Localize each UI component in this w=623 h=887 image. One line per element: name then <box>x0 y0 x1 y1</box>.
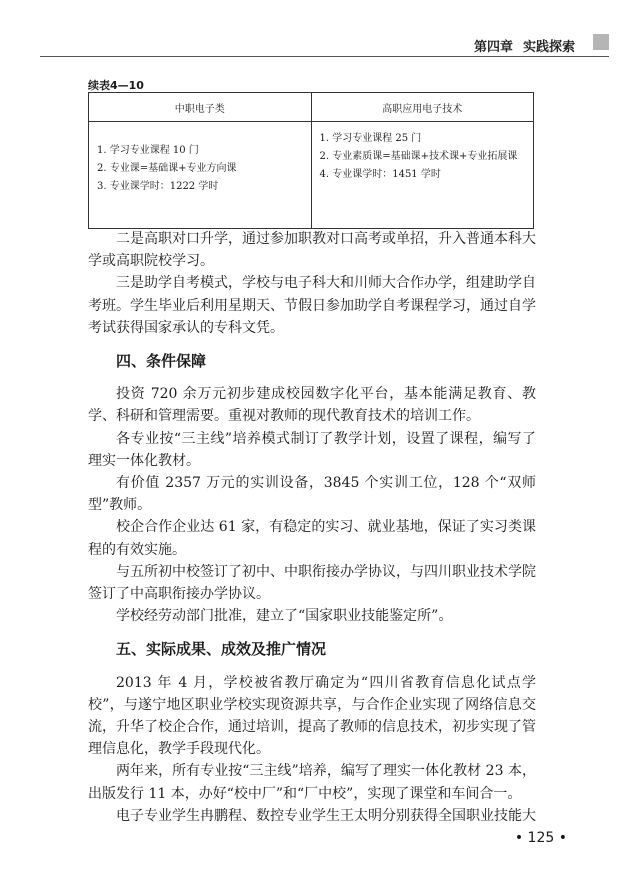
paragraph: 电子专业学生冉鹏程、数控专业学生王太明分别获得全国职业技能大 <box>116 807 536 824</box>
cell-line: 1. 学习专业课程 10 门 <box>97 145 199 156</box>
page-number: • 125 • <box>514 830 567 846</box>
paragraph: 2013 年 4 月，学校被省教厅确定为“四川省教育信息化试点学校”，与遂宁地区职业学校实现资源共享，与合作企业实现了网络信息交流，升华了校企合作，通过培训，提高了教师的信息技术，初步实现了管理信息化，教学手段现代化。 <box>88 674 536 758</box>
table-row <box>89 122 534 229</box>
header-text <box>474 36 575 55</box>
comparison-table <box>88 92 534 229</box>
header-rule <box>40 56 609 57</box>
paragraph: 二是高职对口升学，通过参加职教对口高考或单招，升入普通本科大学或高职院校学习。 <box>88 231 536 270</box>
paragraph: 两年来，所有专业按“三主线”培养，编写了理实一体化教材 23 本，出版发行 11 本，办好“校中厂”和“厂中校”，实现了课堂和车间合一。 <box>88 763 536 802</box>
cell-line: 4. 专业课学时：1451 学时 <box>319 169 441 180</box>
cell-line: 3. 专业课学时：1222 学时 <box>97 181 219 192</box>
cell-line: 1. 学习专业课程 25 门 <box>319 133 422 144</box>
section-heading: 四、条件保障 <box>116 352 207 371</box>
paragraph: 与五所初中校签订了初中、中职衔接办学协议，与四川职业技术学院签订了中高职衔接办学协议。 <box>88 563 536 603</box>
paragraph: 三是助学自考模式，学校与电子科大和川师大合作办学，组建助学自考班。学生毕业后利用星期天、节假日参加助学自考课程学习，通过自学考试获得国家承认的专科文凭。 <box>88 275 536 336</box>
paragraph: 校企合作企业达 61 家，有稳定的实习、就业基地，保证了实习类课程的有效实施。 <box>88 519 536 558</box>
table-cell-right <box>311 122 534 229</box>
table-header-row <box>89 93 534 122</box>
page-number-value: 125 <box>527 830 555 846</box>
table-caption: 续表4—10 <box>88 79 144 92</box>
paragraph: 学校经劳动部门批准，建立了“国家职业技能鉴定所”。 <box>116 608 453 625</box>
paragraph: 各专业按“三主线”培养模式制订了教学计划，设置了课程，编写了理实一体化教材。 <box>88 430 536 469</box>
paragraph: 投资 720 余万元初步建成校园数字化平台，基本能满足教育、教学、科研和管理需要。重视对教师的现代教育技术的培训工作。 <box>88 386 536 425</box>
header-decoration-square <box>593 34 609 50</box>
body-text <box>88 228 536 827</box>
cell-line: 2. 专业素质课=基础课+技术课+专业拓展课 <box>319 151 518 162</box>
table-header-right: 高职应用电子技术 <box>311 93 534 122</box>
cell-line: 2. 专业课=基础课+专业方向课 <box>97 163 237 174</box>
table-header-left: 中职电子类 <box>89 93 312 122</box>
section-heading: 五、实际成果、成效及推广情况 <box>116 640 327 659</box>
header-title: 实践探索 <box>522 40 575 55</box>
header-chapter: 第四章 <box>473 40 513 55</box>
table-cell-left <box>89 122 312 229</box>
paragraph: 有价值 2357 万元的实训设备，3845 个实训工位，128 个“双师型”教师。 <box>88 475 536 514</box>
running-header <box>0 0 623 64</box>
